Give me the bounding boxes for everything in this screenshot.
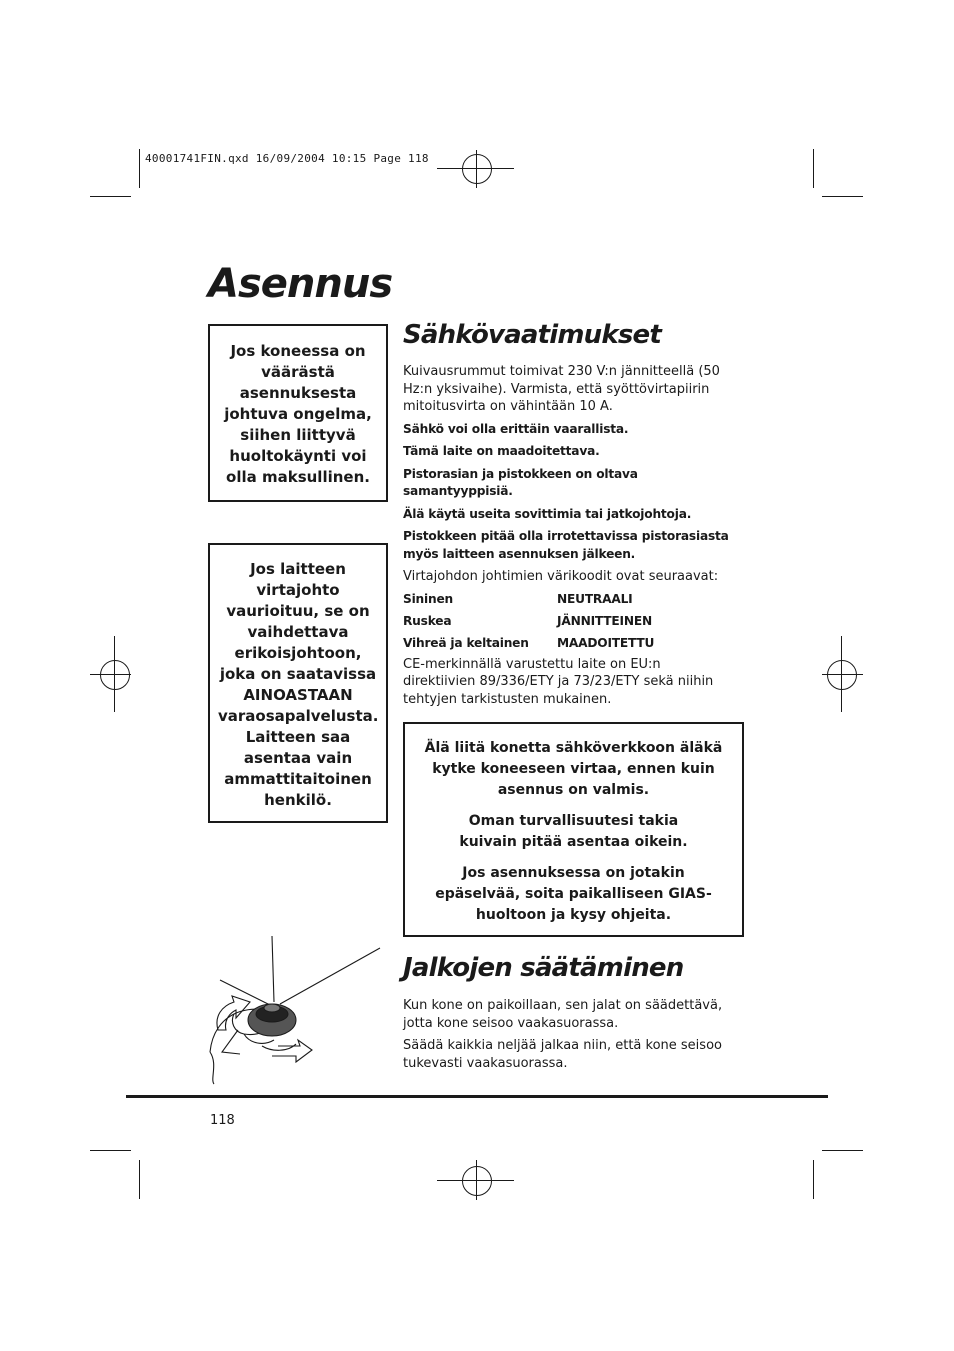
electrical-warning: Pistorasian ja pistokkeen on oltava samantyyppisiä. [403,466,638,498]
feet-paragraph: Kun kone on paikoillaan, sen jalat on säädettävä, jotta kone seisoo vaakasuorassa. [403,998,723,1031]
color-code-intro: Virtajohdon johtimien värikoodit ovat seuraavat: [403,569,719,584]
safety-warning-text: Jos asennuksessa on jotakin epäselvää, soita paikalliseen GIAS-huoltoon ja kysy ohjeita. [435,865,712,923]
feet-section [403,997,748,1077]
registration-mark [462,1166,492,1196]
wire-color-row [403,632,748,654]
safety-warning-box [403,722,744,937]
repair-cost-note-text: Jos koneessa on väärästä asennuksesta johtuva ongelma, siihen liittyvä huoltokäynti voi olla maksullinen. [224,342,372,486]
electrical-warning: Tämä laite on maadoitettava. [403,444,600,458]
crop-mark [813,149,814,188]
electrical-warning: Älä käytä useita sovittimia tai jatkojohtoja. [403,506,692,521]
feet-heading: Jalkojen säätäminen [403,953,684,983]
safety-warning-text: Oman turvallisuutesi takia kuivain pitää asentaa oikein. [459,813,688,850]
registration-mark [827,660,857,690]
power-cord-note-text: Jos laitteen virtajohto vaurioituu, se on vaihdettava erikoisjohtoon, joka on saatavissa AINOASTAAN varaosapalvelusta. Laitteen saa asentaa vain ammattitaitoinen henkilö. [218,560,379,809]
electrical-warning: Sähkö voi olla erittäin vaarallista. [403,421,629,436]
power-cord-note [208,543,388,823]
wire-color: Sininen [403,591,454,606]
feet-paragraph: Säädä kaikkia neljää jalkaa niin, että kone seisoo tukevasti vaakasuorassa. [403,1038,722,1071]
crop-mark [90,196,131,197]
crop-mark [822,1150,863,1151]
wire-color-row [403,610,748,632]
electrical-section [403,363,748,713]
wire-role: JÄNNITTEINEN [557,613,652,628]
page-title: Asennus [208,261,393,307]
wire-color-table [403,588,748,654]
foot-adjustment-illustration [200,934,390,1089]
crop-mark [90,1150,131,1151]
wire-color: Vihreä ja keltainen [403,635,529,650]
registration-mark [462,154,492,184]
registration-mark [100,660,130,690]
repair-cost-note [208,324,388,502]
ce-compliance-text: CE-merkinnällä varustettu laite on EU:n direktiivien 89/336/ETY ja 73/23/ETY sekä niihin tehtyjen tarkistusten mukainen. [403,656,714,707]
page-number: 118 [210,1113,235,1128]
crop-mark [139,149,140,188]
print-slug: 40001741FIN.qxd 16/09/2004 10:15 Page 118 [145,152,429,165]
electrical-warning: Pistokkeen pitää olla irrotettavissa pistorasiasta myös laitteen asennuksen jälkeen. [403,529,729,561]
wire-role: MAADOITETTU [557,635,655,650]
crop-mark [822,196,863,197]
crop-mark [813,1160,814,1199]
crop-mark [139,1160,140,1199]
wire-role: NEUTRAALI [557,591,633,606]
wire-color-row [403,588,748,610]
safety-warning-text: Älä liitä konetta sähköverkkoon äläkä kytke koneeseen virtaa, ennen kuin asennus on valmis. [424,740,723,798]
electrical-heading: Sähkövaatimukset [403,320,662,350]
footer-rule [126,1095,828,1098]
electrical-intro: Kuivausrummut toimivat 230 V:n jännitteellä (50 Hz:n yksivaihe). Varmista, että syöttövirtapiirin mitoitusvirta on vähintään 10 A. [403,364,720,414]
wire-color: Ruskea [403,613,452,628]
